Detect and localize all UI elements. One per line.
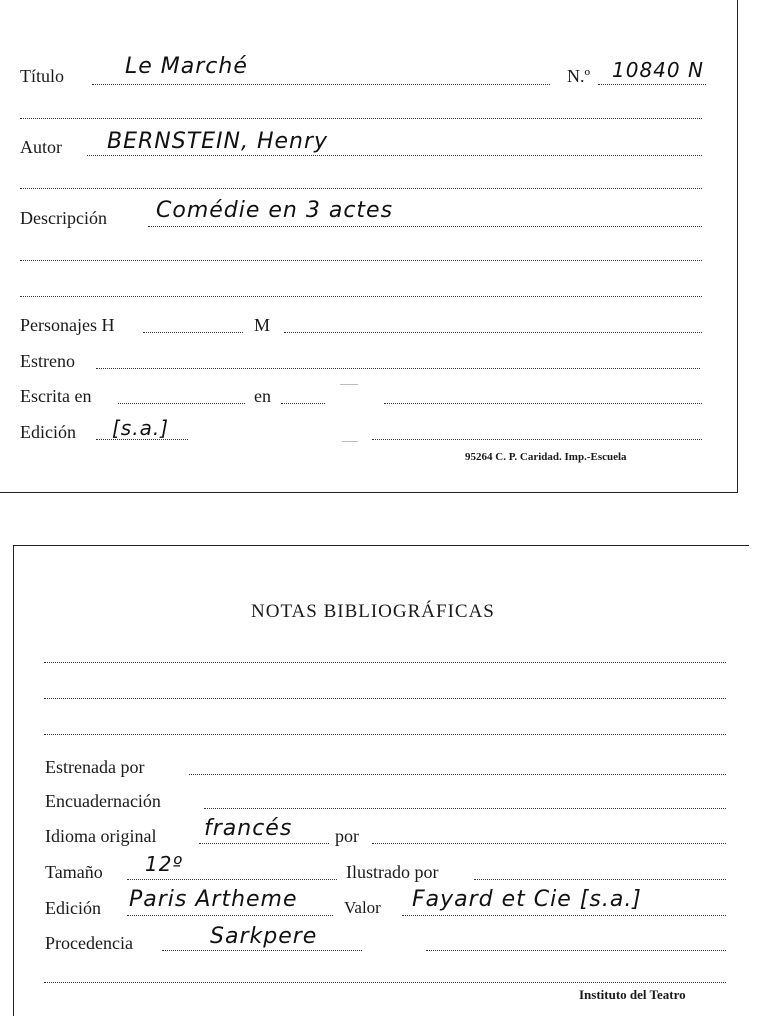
estreno-label: Estreno — [20, 351, 75, 371]
procedencia-value: Sarkpere — [210, 924, 318, 949]
procedencia-line — [162, 950, 362, 951]
edicion2-value: Paris Artheme — [129, 887, 298, 912]
escrita-en-line — [281, 403, 325, 404]
numero-value: 10840 N — [612, 58, 704, 82]
edicion-label: Edición — [20, 422, 76, 442]
tamano-line — [127, 879, 337, 880]
descripcion-line — [148, 226, 702, 227]
catalog-card-front — [0, 0, 738, 493]
personajes-m-line — [284, 332, 702, 333]
titulo-line — [92, 84, 550, 85]
numero-label: N.º — [567, 66, 591, 86]
printer-imprint: 95264 C. P. Caridad. Imp.-Escuela — [465, 451, 627, 463]
tamano-label: Tamaño — [45, 862, 103, 882]
escrita-en-line-2 — [384, 403, 702, 404]
personajes-m-label: M — [254, 315, 271, 335]
blank-line — [44, 698, 726, 699]
catalog-card-back — [13, 545, 749, 1016]
autor-value: BERNSTEIN, Henry — [107, 129, 329, 154]
autor-label: Autor — [20, 137, 62, 157]
blank-line — [44, 662, 726, 663]
notas-heading: NOTAS BIBLIOGRÁFICAS — [251, 601, 495, 622]
idioma-por-label: por — [335, 826, 359, 846]
estrenada-label: Estrenada por — [45, 757, 145, 777]
numero-line — [598, 84, 706, 85]
autor-line — [87, 155, 702, 156]
tamano-value: 12º — [145, 852, 183, 876]
encuadernacion-label: Encuadernación — [45, 791, 161, 811]
edicion2-line — [127, 915, 333, 916]
idioma-label: Idioma original — [45, 826, 157, 846]
estreno-line — [96, 368, 700, 369]
smudge-mark — [340, 384, 358, 385]
titulo-value: Le Marché — [125, 54, 248, 79]
idioma-line — [199, 843, 329, 844]
valor-label: Valor — [344, 898, 381, 917]
procedencia-line-2 — [426, 950, 726, 951]
encuadernacion-line — [204, 808, 726, 809]
ilustrado-line — [474, 879, 726, 880]
smudge-mark — [342, 441, 358, 442]
escrita-line — [118, 403, 245, 404]
blank-line — [20, 260, 702, 261]
idioma-value: francés — [204, 816, 293, 841]
idioma-por-line — [372, 843, 726, 844]
edicion-value: [s.a.] — [112, 416, 169, 440]
blank-line — [44, 982, 726, 983]
ilustrado-label: Ilustrado por — [346, 862, 439, 882]
descripcion-value: Comédie en 3 actes — [156, 198, 394, 223]
personajes-label: Personajes H — [20, 315, 115, 335]
titulo-label: Título — [20, 66, 64, 86]
estrenada-line — [189, 774, 726, 775]
valor-line — [402, 915, 726, 916]
personajes-h-line — [143, 332, 243, 333]
valor-value: Fayard et Cie [s.a.] — [412, 887, 642, 912]
blank-line — [20, 296, 702, 297]
blank-line — [44, 734, 726, 735]
blank-line — [20, 188, 702, 189]
edicion-line-2 — [372, 439, 702, 440]
escrita-en-label: en — [254, 386, 271, 406]
procedencia-label: Procedencia — [45, 933, 133, 953]
blank-line — [20, 118, 702, 119]
escrita-label: Escrita en — [20, 386, 92, 406]
institute-name: Instituto del Teatro — [579, 987, 686, 1002]
edicion2-label: Edición — [45, 898, 101, 918]
descripcion-label: Descripción — [20, 208, 107, 228]
